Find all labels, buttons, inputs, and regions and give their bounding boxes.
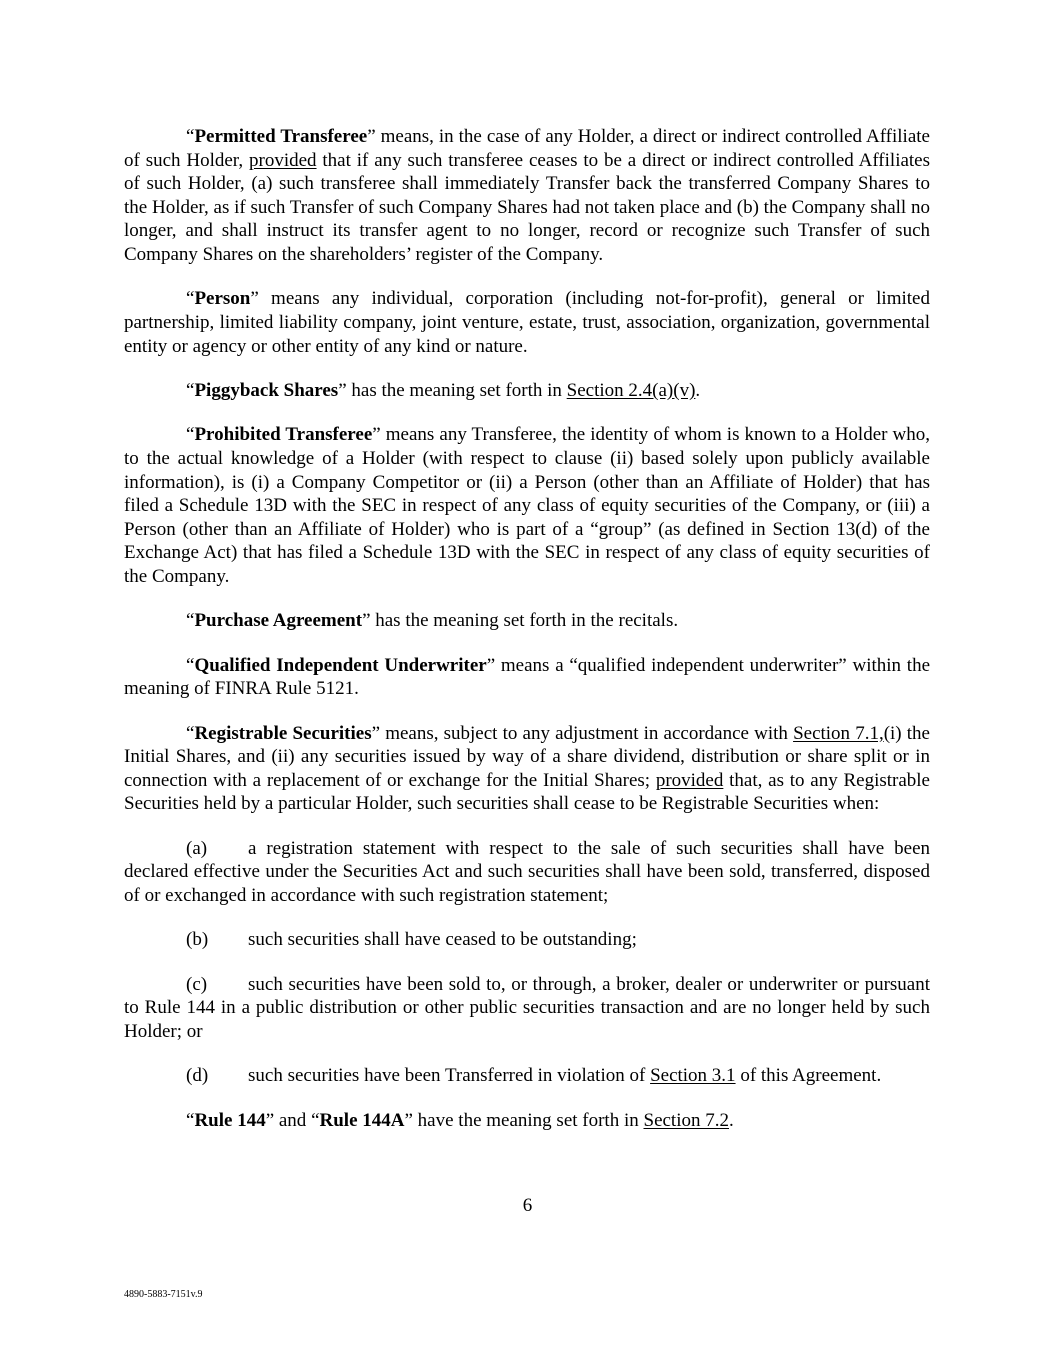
close-quote: ” — [486, 654, 496, 676]
document-body — [124, 125, 930, 1132]
definition-permitted-transferee — [124, 125, 930, 267]
close-quote: ” — [367, 126, 376, 147]
close-quote: ” — [371, 722, 381, 744]
clause-label: (d) — [186, 1065, 209, 1087]
open-quote: “ — [311, 1109, 320, 1131]
open-quote: “ — [186, 379, 195, 401]
page-number: 6 — [522, 1195, 533, 1216]
close-quote: ” — [338, 379, 347, 401]
definition-text: means, subject to any adjustment in accordance with — [380, 722, 794, 744]
definition-qualified-independent-underwriter — [124, 654, 930, 701]
clause-b — [124, 928, 930, 952]
definition-text: (i) the Initial Shares, and (ii) any securities issued by way of a share dividend, distribution or share split or in connection with a replacement of or exchange for the Initial Shares; — [124, 722, 930, 791]
clause-c — [124, 973, 930, 1044]
definition-text: and — [274, 1109, 312, 1131]
open-quote: “ — [186, 288, 195, 310]
defined-term: Prohibited Transferee — [194, 424, 373, 446]
definition-text: means any individual, corporation (including not-for-profit), general or limited partnership, limited liability company, joint venture, estate, trust, association, organization, governmental entity or agency or other entity of any kind or nature. — [124, 288, 930, 357]
definition-prohibited-transferee — [124, 423, 930, 588]
definition-text: has the meaning set forth in the recitals. — [370, 610, 679, 632]
defined-term: Registrable Securities — [194, 722, 372, 744]
clause-label: (a) — [186, 837, 208, 859]
defined-term: Qualified Independent Underwriter — [194, 654, 487, 676]
definition-text: that, as to any Registrable Securities held by a particular Holder, such securities shall cease to be Registrable Securities when: — [124, 769, 930, 815]
open-quote: “ — [186, 126, 195, 147]
clause-text: such securities have been sold to, or through, a broker, dealer or underwriter or pursuant to Rule 144 in a public distribution or other public securities transaction and are no longer held by such Holder; or — [124, 973, 930, 1042]
clause-text: such securities have been Transferred in violation of — [248, 1065, 651, 1087]
definition-purchase-agreement — [124, 609, 930, 633]
open-quote: “ — [186, 654, 195, 676]
open-quote: “ — [186, 610, 195, 632]
clause-label: (b) — [186, 929, 209, 951]
definition-rule-144 — [124, 1109, 930, 1133]
section-reference: Section 2.4(a)(v) — [566, 379, 696, 401]
defined-term: Permitted Transferee — [194, 126, 368, 147]
definition-registrable-securities — [124, 722, 930, 816]
footer-document-id: 4890-5883-7151v.9 — [124, 1289, 203, 1300]
close-quote: ” — [372, 424, 381, 446]
definition-text: means any Transferee, the identity of whom is known to a Holder who, to the actual knowledge of a Holder (with respect to clause (ii) based solely upon publicly available information), is (i) a Company Competitor or (ii) a Person (other than an Affiliate of Holder) that has filed a Schedule 13D with the SEC in respect of any class of equity securities of the Company, or (iii) a Person (other than an Affiliate of Holder) who is part of a “group” (as defined in Section 13(d) of the Exchange Act) that has filed a Schedule 13D with the SEC in respect of any class of equity securities of the Company. — [124, 424, 930, 587]
close-quote: ” — [362, 610, 371, 632]
clause-d — [124, 1064, 930, 1088]
definition-text: has the meaning set forth in — [346, 379, 567, 401]
clause-text: a registration statement with respect to the sale of such securities shall have been declared effective under the Securities Act and such securities shall have been sold, transferred, disposed of or exchanged in accordance with such registration statement; — [124, 837, 930, 907]
clause-text: of this Agreement. — [735, 1065, 882, 1087]
definition-text: means a “qualified independent underwriter” within the meaning of FINRA Rule 5121. — [124, 654, 931, 700]
defined-term: Purchase Agreement — [194, 610, 363, 632]
open-quote: “ — [186, 1109, 195, 1131]
definition-text: that if any such transferee ceases to be a direct or indirect controlled Affiliates of such Holder, (a) such transferee shall immediately Transfer back the transferred Company Shares to the Holder, as if such Transfer of such Company Shares had not taken place and (b) the Company shall no longer, and shall instruct its transfer agent to no longer, record or recognize such Transfer of such Company Shares on the shareholders’ register of the Company. — [124, 149, 931, 265]
definition-piggyback-shares — [124, 379, 930, 403]
clause-a — [124, 837, 930, 908]
close-quote: ” — [265, 1109, 275, 1131]
definition-text: have the meaning set forth in — [412, 1109, 644, 1131]
provided-underline: provided — [249, 149, 317, 171]
defined-term: Rule 144 — [194, 1109, 266, 1131]
period: . — [729, 1109, 734, 1131]
definition-text: means, in the case of any Holder, a direct or indirect controlled Affiliate of such Holder, — [124, 126, 930, 171]
clause-label: (c) — [186, 973, 208, 995]
open-quote: “ — [186, 722, 195, 744]
provided-underline: provided — [655, 769, 724, 791]
defined-term: Piggyback Shares — [194, 379, 339, 401]
section-reference: Section 7.1, — [793, 722, 884, 744]
close-quote: ” — [404, 1109, 413, 1131]
definition-person — [124, 287, 930, 358]
section-reference: Section 7.2 — [643, 1109, 729, 1131]
open-quote: “ — [186, 424, 195, 446]
section-reference: Section 3.1 — [650, 1065, 736, 1087]
defined-term: Person — [194, 288, 251, 310]
period: . — [695, 379, 701, 401]
clause-text: such securities shall have ceased to be outstanding; — [248, 929, 637, 951]
close-quote: ” — [250, 288, 259, 310]
defined-term: Rule 144A — [319, 1109, 405, 1131]
